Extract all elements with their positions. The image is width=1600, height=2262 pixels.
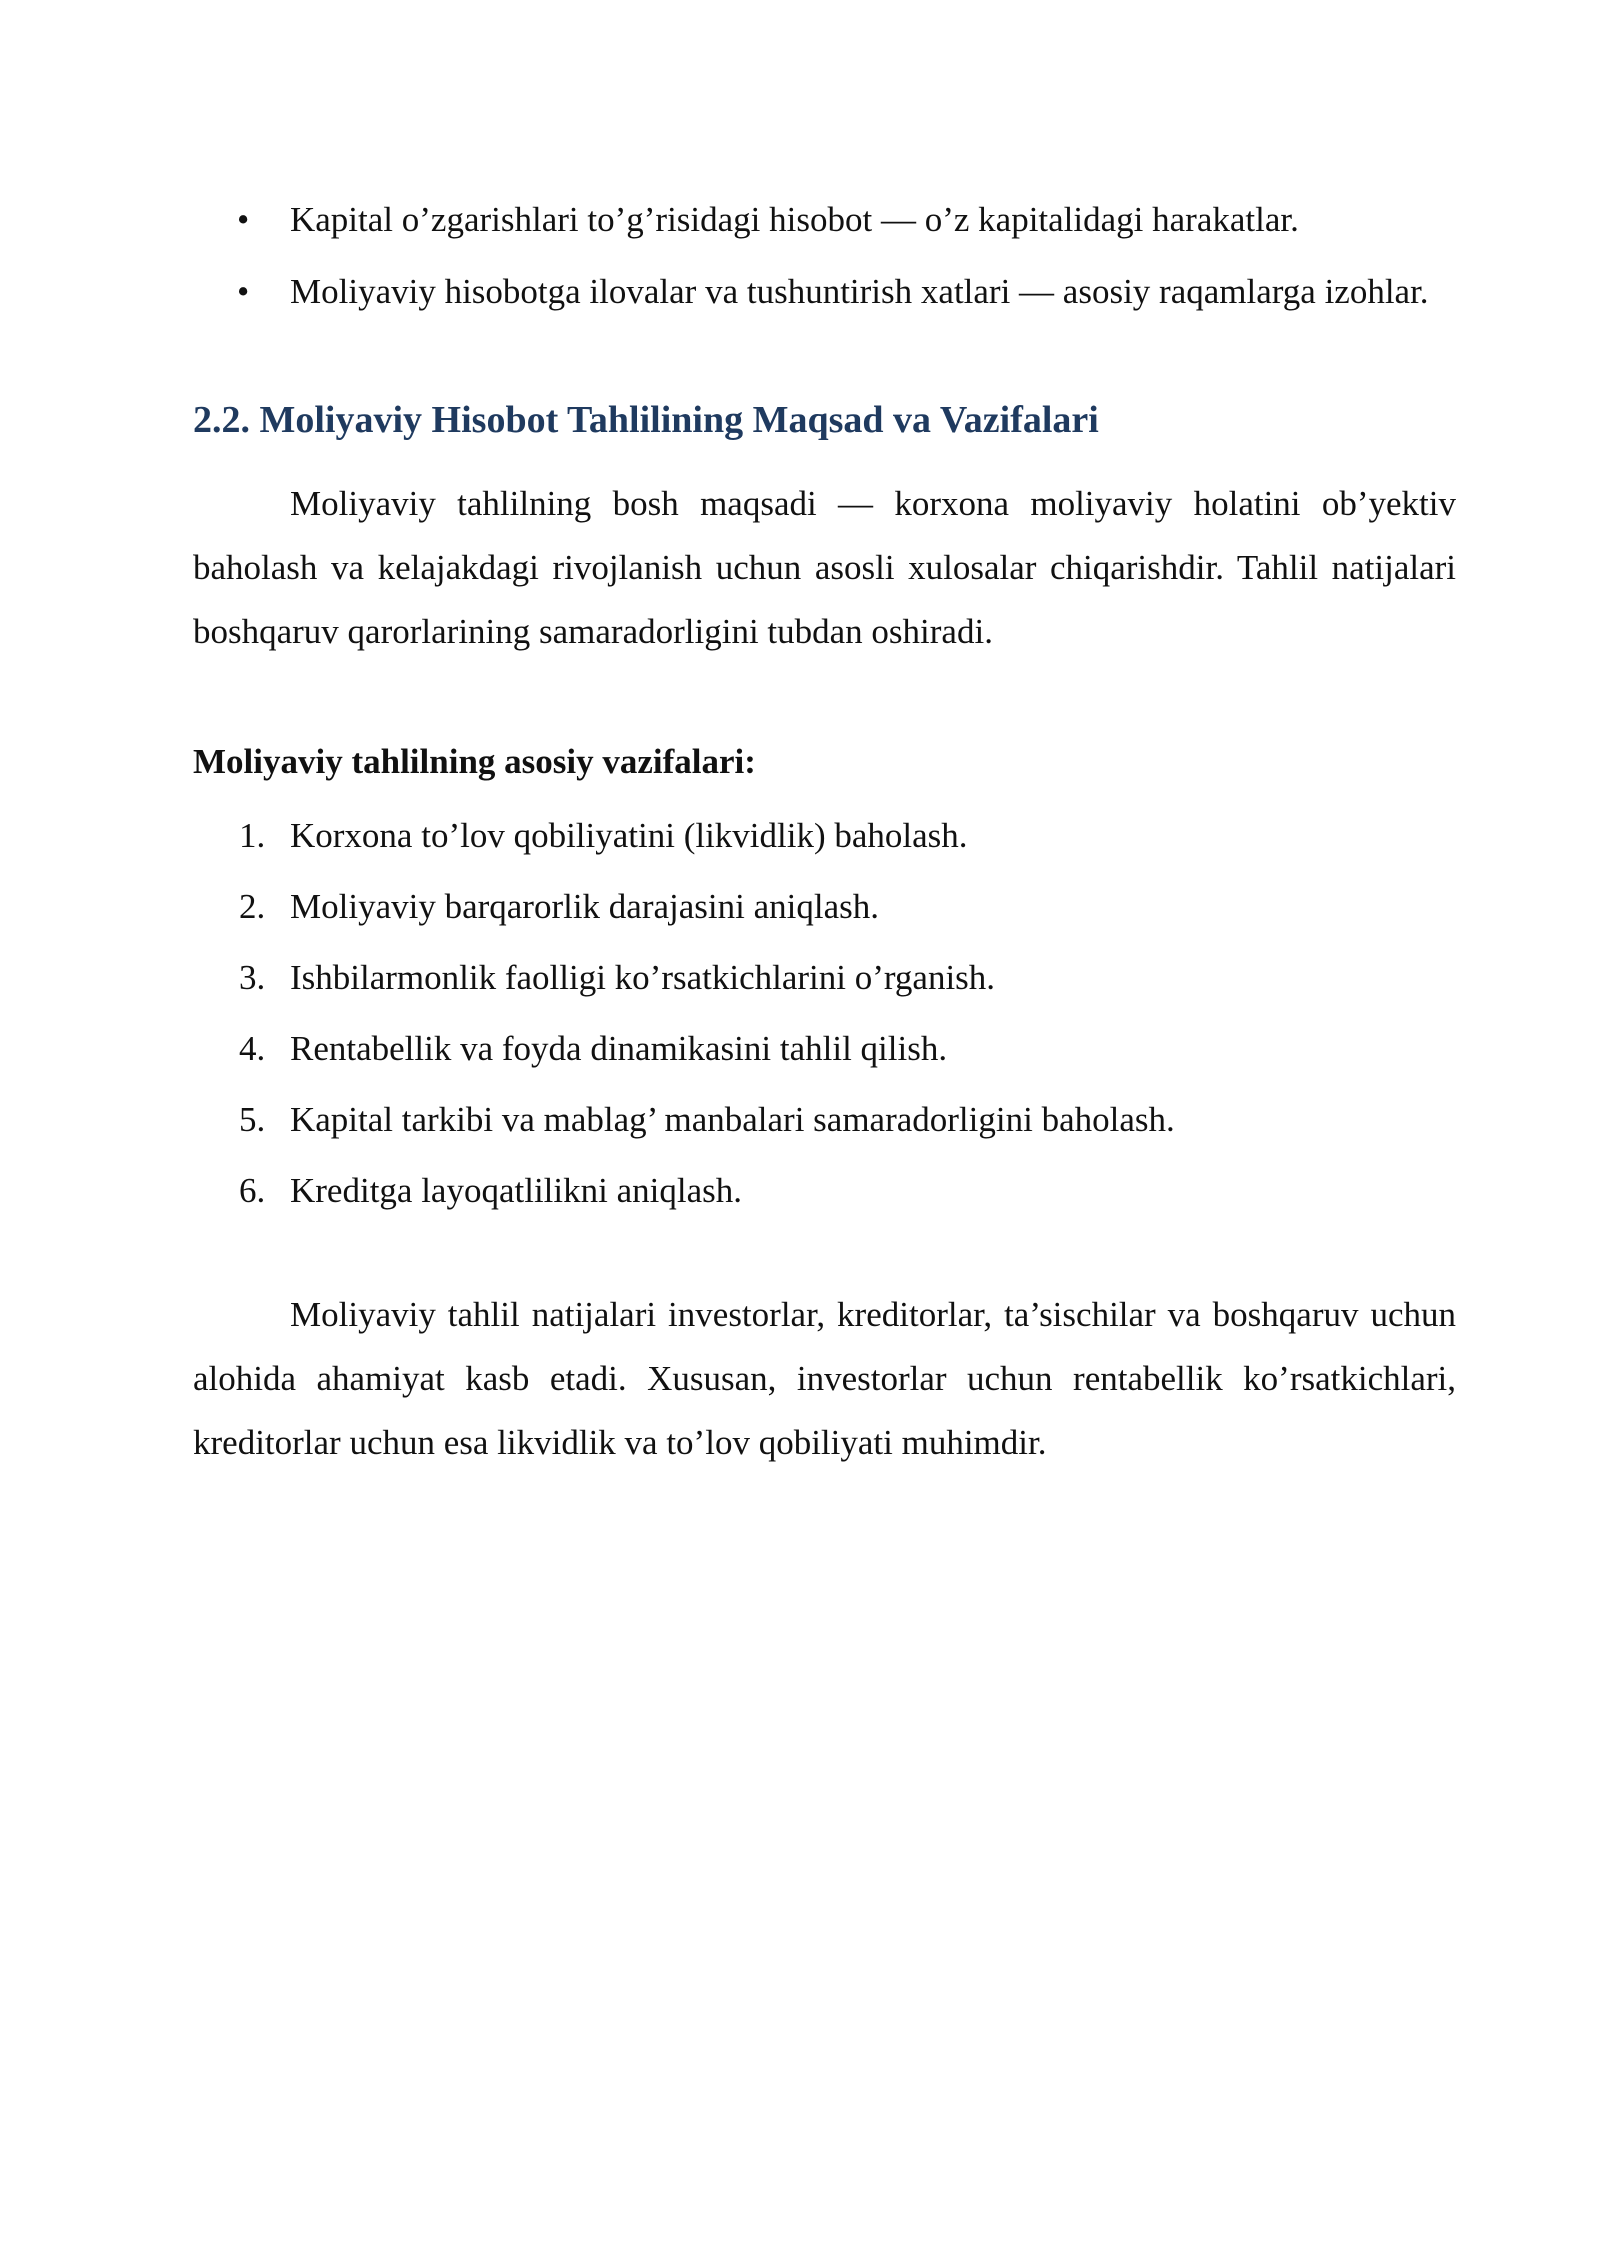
list-item — [193, 946, 1456, 1010]
bullet-text: Kapital o’zgarishlari to’g’risidagi hisobot — o’z kapitalidagi harakatlar. — [290, 200, 1299, 239]
list-number: 2. — [239, 887, 266, 926]
intro-paragraph: Moliyaviy tahlilning bosh maqsadi — korxona moliyaviy holatini ob’yektiv baholash va kelajakdagi rivojlanish uchun asosli xulosalar chiqarishdir. Tahlil natijalari boshqaruv qarorlarining samaradorligini tubdan oshiradi. — [193, 484, 1456, 651]
section-heading: 2.2. Moliyaviy Hisobot Tahlilining Maqsad va Vazifalari — [193, 399, 1099, 441]
list-text: Ishbilarmonlik faolligi ko’rsatkichlarini o’rganish. — [290, 958, 996, 997]
report-bullet-list — [193, 188, 1456, 324]
bullet-mark: • — [237, 272, 250, 311]
bullet-text: Moliyaviy hisobotga ilovalar va tushuntirish xatlari — asosiy raqamlarga izohlar. — [290, 272, 1429, 311]
bullet-item-notes — [193, 260, 1456, 324]
list-text: Korxona to’lov qobiliyatini (likvidlik) baholash. — [290, 816, 968, 855]
list-number: 4. — [239, 1029, 266, 1068]
list-item — [193, 804, 1456, 868]
list-item — [193, 1159, 1456, 1223]
list-text: Kreditga layoqatlilikni aniqlash. — [290, 1171, 742, 1210]
list-number: 1. — [239, 816, 266, 855]
list-text: Rentabellik va foyda dinamikasini tahlil qilish. — [290, 1029, 948, 1068]
tasks-list — [193, 804, 1456, 1223]
page-content — [193, 188, 1456, 1475]
tasks-subheading: Moliyaviy tahlilning asosiy vazifalari: — [193, 742, 756, 781]
bullet-mark: • — [237, 200, 250, 239]
list-number: 5. — [239, 1100, 266, 1139]
list-number: 6. — [239, 1171, 266, 1210]
list-text: Kapital tarkibi va mablag’ manbalari samaradorligini baholash. — [290, 1100, 1175, 1139]
list-text: Moliyaviy barqarorlik darajasini aniqlash. — [290, 887, 880, 926]
list-number: 3. — [239, 958, 266, 997]
list-item — [193, 1017, 1456, 1081]
closing-paragraph: Moliyaviy tahlil natijalari investorlar, kreditorlar, ta’sischilar va boshqaruv uchun alohida ahamiyat kasb etadi. Xususan, investorlar uchun rentabellik ko’rsatkichlari, kreditorlar uchun esa likvidlik va to’lov qobiliyati muhimdir. — [193, 1295, 1456, 1462]
list-item — [193, 1088, 1456, 1152]
list-item — [193, 875, 1456, 939]
bullet-item-capital-changes — [193, 188, 1456, 252]
